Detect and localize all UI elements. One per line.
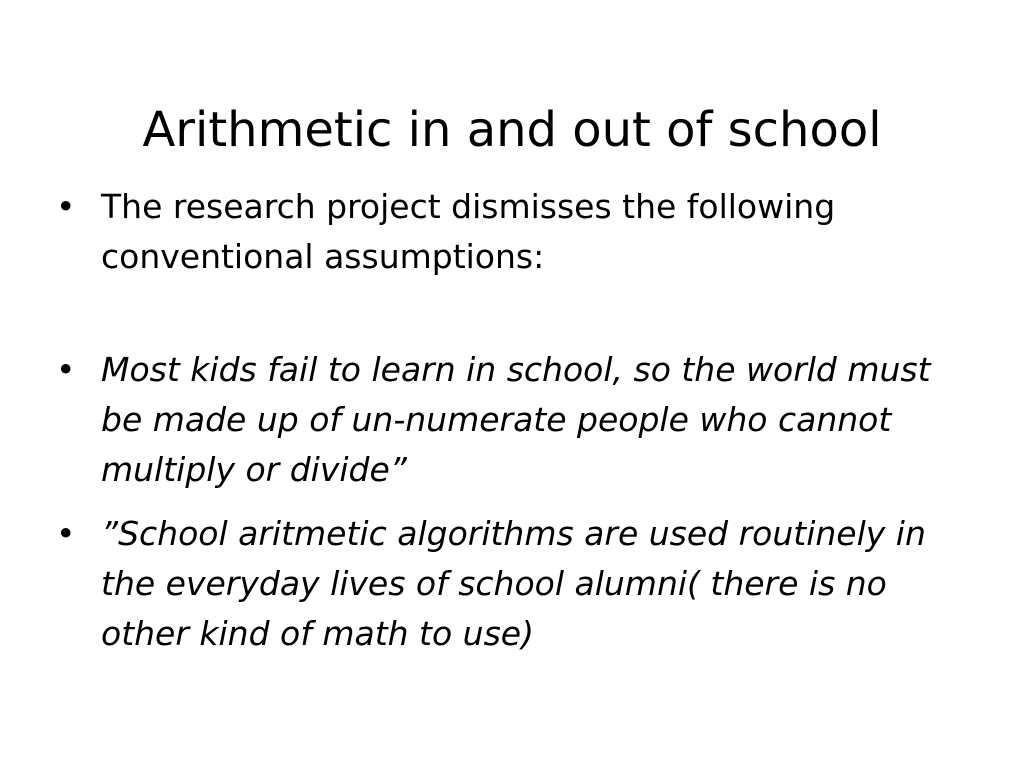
- bullet-text: Most kids fail to learn in school, so the world must be made up of un-numerate people who cannot multiply or divide”: [101, 350, 931, 489]
- bullet-list: [56, 182, 976, 659]
- slide-title: Arithmetic in and out of school: [142, 102, 882, 159]
- bullet-icon: •: [56, 350, 76, 389]
- bullet-icon: •: [56, 514, 76, 553]
- bullet-text: ”School aritmetic algorithms are used routinely in the everyday lives of school alumni( there is no other kind of math to use): [101, 514, 926, 653]
- bullet-item: [56, 509, 976, 659]
- bullet-item: [56, 345, 976, 495]
- bullet-text: The research project dismisses the following conventional assumptions:: [101, 187, 836, 276]
- bullet-item: [56, 182, 976, 282]
- bullet-icon: •: [56, 187, 76, 226]
